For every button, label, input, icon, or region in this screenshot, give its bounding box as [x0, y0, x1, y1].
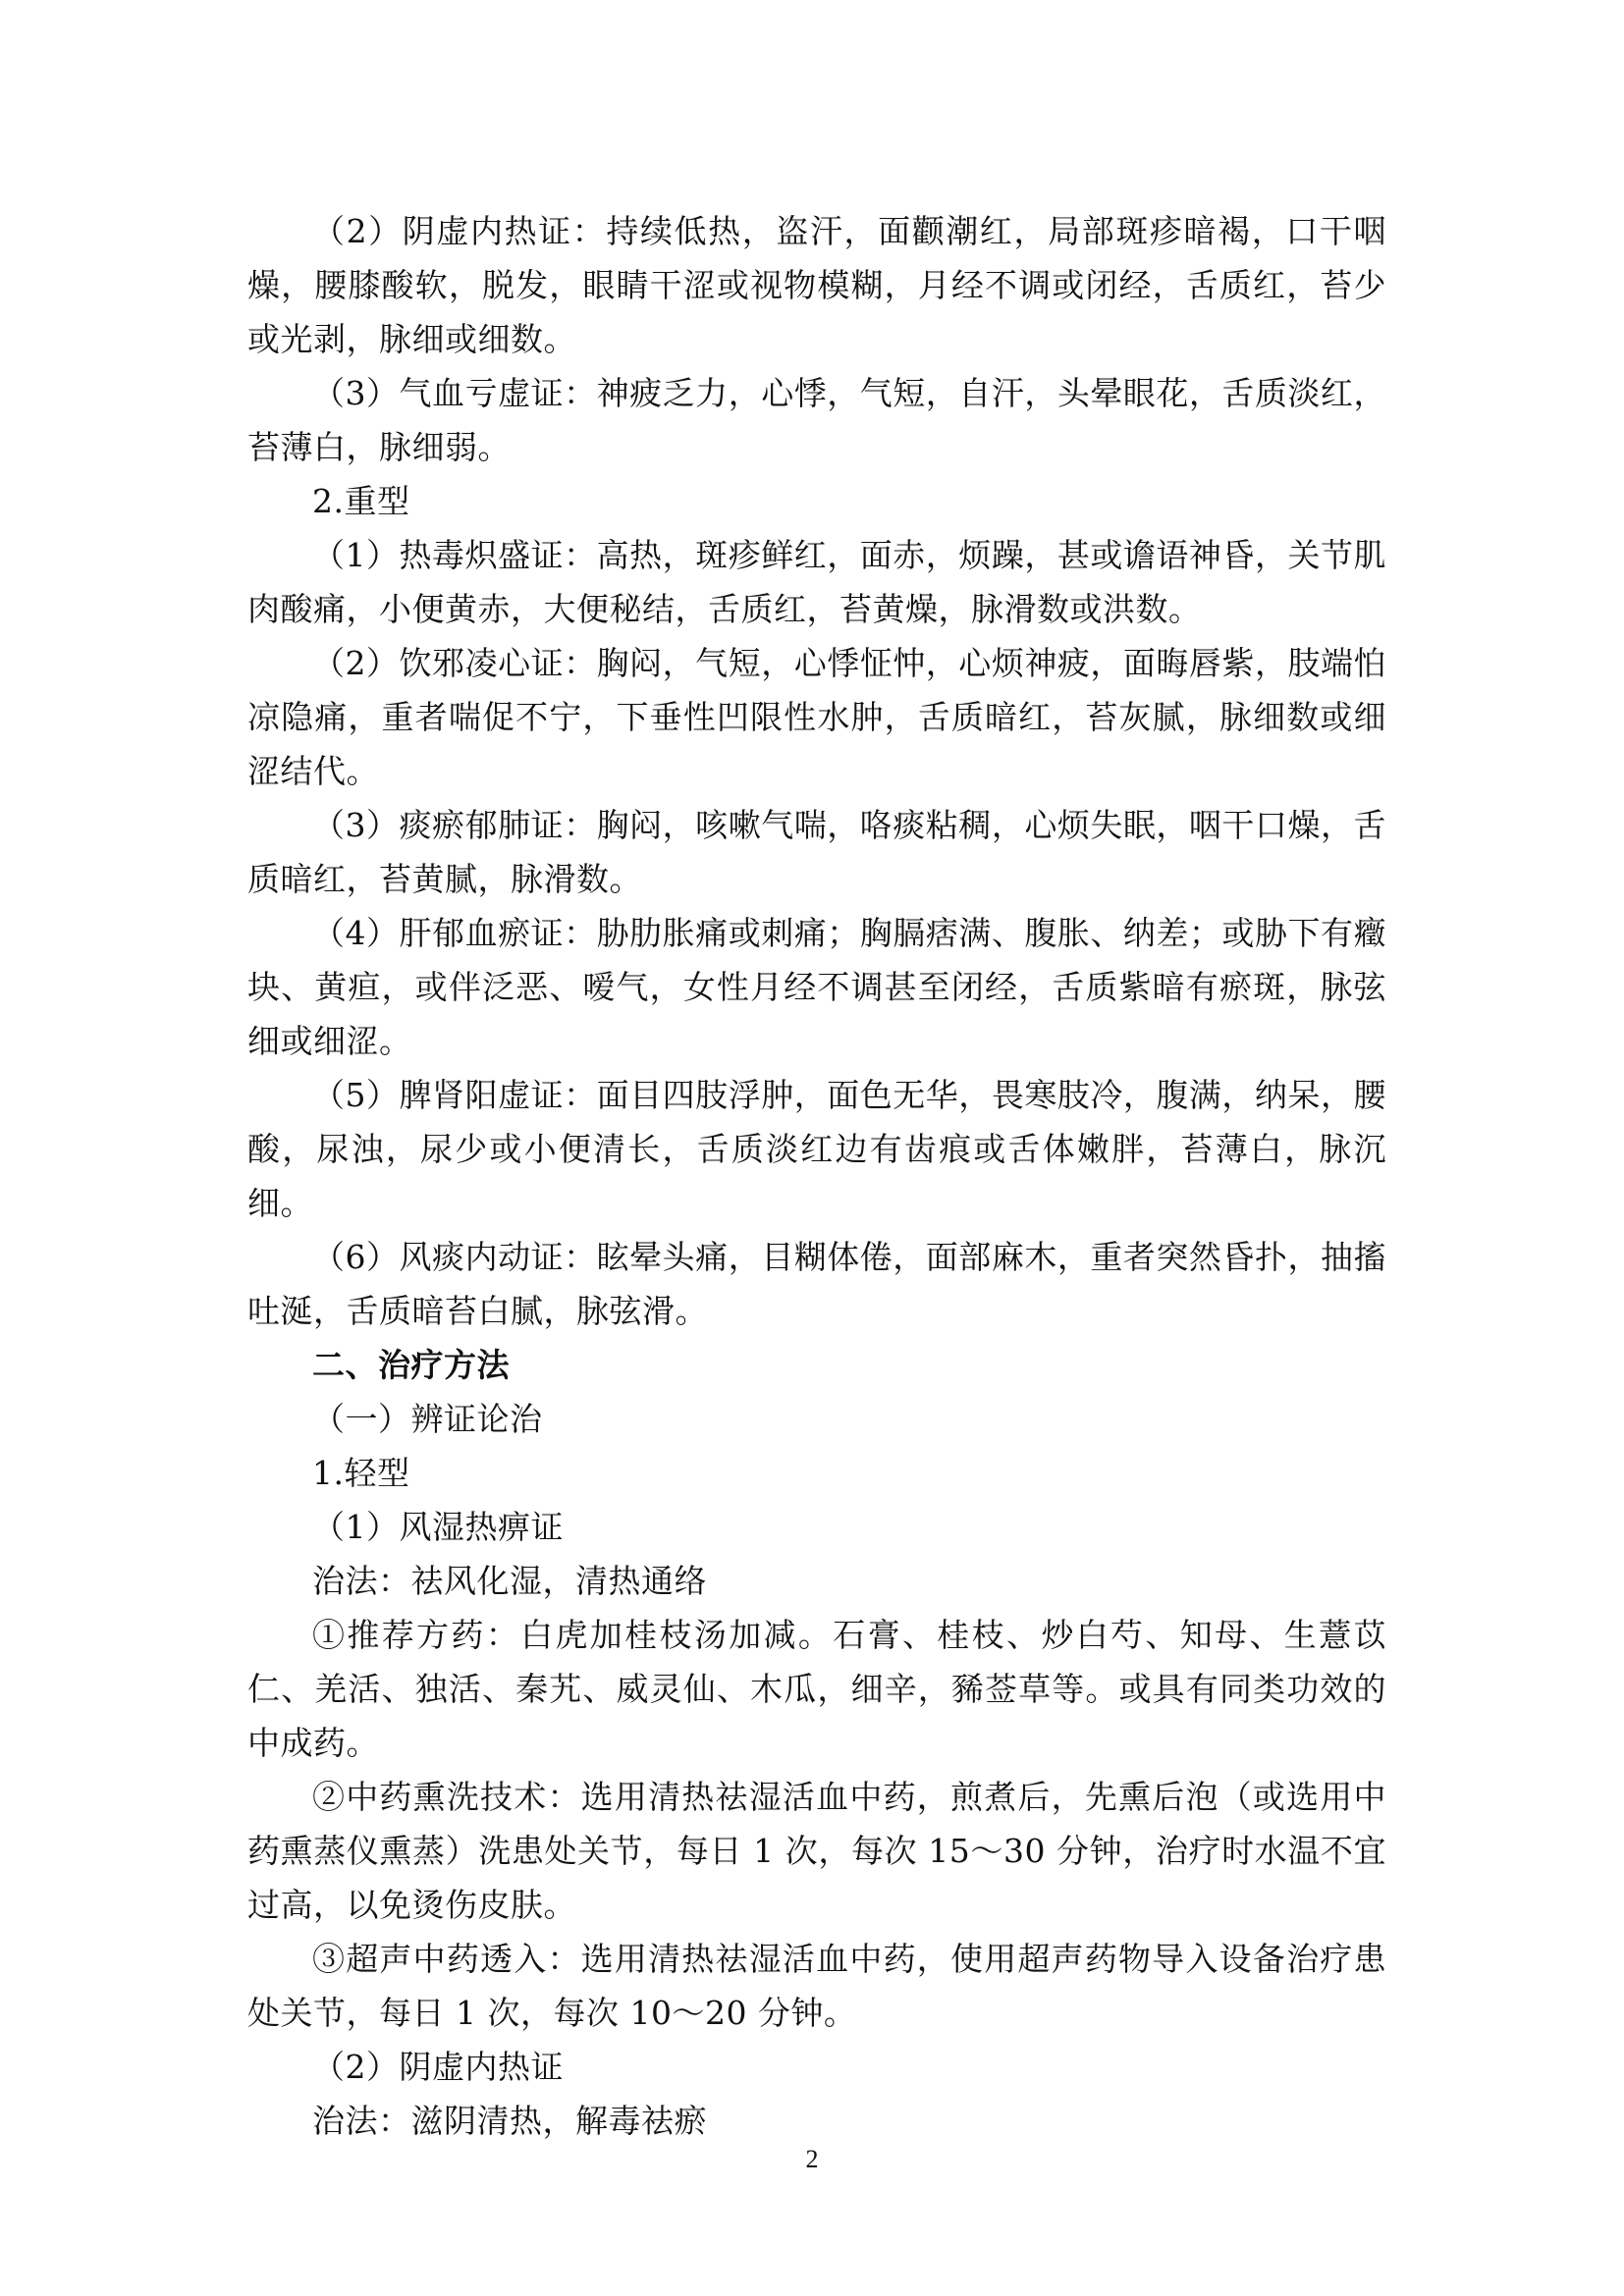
- body-text: [247, 204, 1386, 2148]
- subsection-heading: 1.轻型: [312, 1454, 410, 1492]
- paragraph: ③超声中药透入：选用清热祛湿活血中药，使用超声药物导入设备治疗患处关节，每日 1 次，每次 10～20 分钟。: [247, 1940, 1386, 2032]
- paragraph: （2）饮邪凌心证：胸闷，气短，心悸怔忡，心烦神疲，面晦唇紫，肢端怕凉隐痛，重者喘促不宁，下垂性凹限性水肿，舌质暗红，苔灰腻，脉细数或细涩结代。: [247, 644, 1386, 790]
- paragraph: 治法：滋阴清热，解毒祛瘀: [312, 2102, 707, 2140]
- subsection-heading: （一）辨证论治: [312, 1400, 543, 1438]
- paragraph: （2）阴虚内热证：持续低热，盗汗，面颧潮红，局部斑疹暗褐，口干咽燥，腰膝酸软，脱发，眼睛干涩或视物模糊，月经不调或闭经，舌质红，苔少或光剥，脉细或细数。: [247, 212, 1386, 358]
- section-heading: 二、治疗方法: [312, 1346, 510, 1384]
- paragraph: （6）风痰内动证：眩晕头痛，目糊体倦，面部麻木，重者突然昏扑，抽搐吐涎，舌质暗苔白腻，脉弦滑。: [247, 1238, 1386, 1330]
- subsection-heading: （2）阴虚内热证: [312, 2048, 564, 2086]
- paragraph: 治法：祛风化湿，清热通络: [312, 1562, 707, 1600]
- paragraph: （4）肝郁血瘀证：胁肋胀痛或刺痛；胸膈痞满、腹胀、纳差；或胁下有癥块、黄疸，或伴泛恶、嗳气，女性月经不调甚至闭经，舌质紫暗有瘀斑，脉弦细或细涩。: [247, 914, 1386, 1060]
- page-number: 2: [805, 2145, 819, 2173]
- subsection-heading: 2.重型: [312, 482, 410, 520]
- subsection-heading: （1）风湿热痹证: [312, 1508, 564, 1546]
- paragraph: ②中药熏洗技术：选用清热祛湿活血中药，煎煮后，先熏后泡（或选用中药熏蒸仪熏蒸）洗患处关节，每日 1 次，每次 15～30 分钟，治疗时水温不宜过高，以免烫伤皮肤。: [247, 1778, 1386, 1924]
- paragraph: ①推荐方药：白虎加桂枝汤加减。石膏、桂枝、炒白芍、知母、生薏苡仁、羌活、独活、秦艽、威灵仙、木瓜，细辛，豨莶草等。或具有同类功效的中成药。: [247, 1616, 1386, 1762]
- paragraph: （1）热毒炽盛证：高热，斑疹鲜红，面赤，烦躁，甚或谵语神昏，关节肌肉酸痛，小便黄赤，大便秘结，舌质红，苔黄燥，脉滑数或洪数。: [247, 536, 1386, 628]
- paragraph: （3）气血亏虚证：神疲乏力，心悸，气短，自汗，头晕眼花，舌质淡红，苔薄白，脉细弱。: [247, 374, 1386, 466]
- paragraph: （5）脾肾阳虚证：面目四肢浮肿，面色无华，畏寒肢冷，腹满，纳呆，腰酸，尿浊，尿少或小便清长，舌质淡红边有齿痕或舌体嫩胖，苔薄白，脉沉细。: [247, 1076, 1386, 1222]
- paragraph: （3）痰瘀郁肺证：胸闷，咳嗽气喘，咯痰粘稠，心烦失眠，咽干口燥，舌质暗红，苔黄腻，脉滑数。: [247, 806, 1386, 898]
